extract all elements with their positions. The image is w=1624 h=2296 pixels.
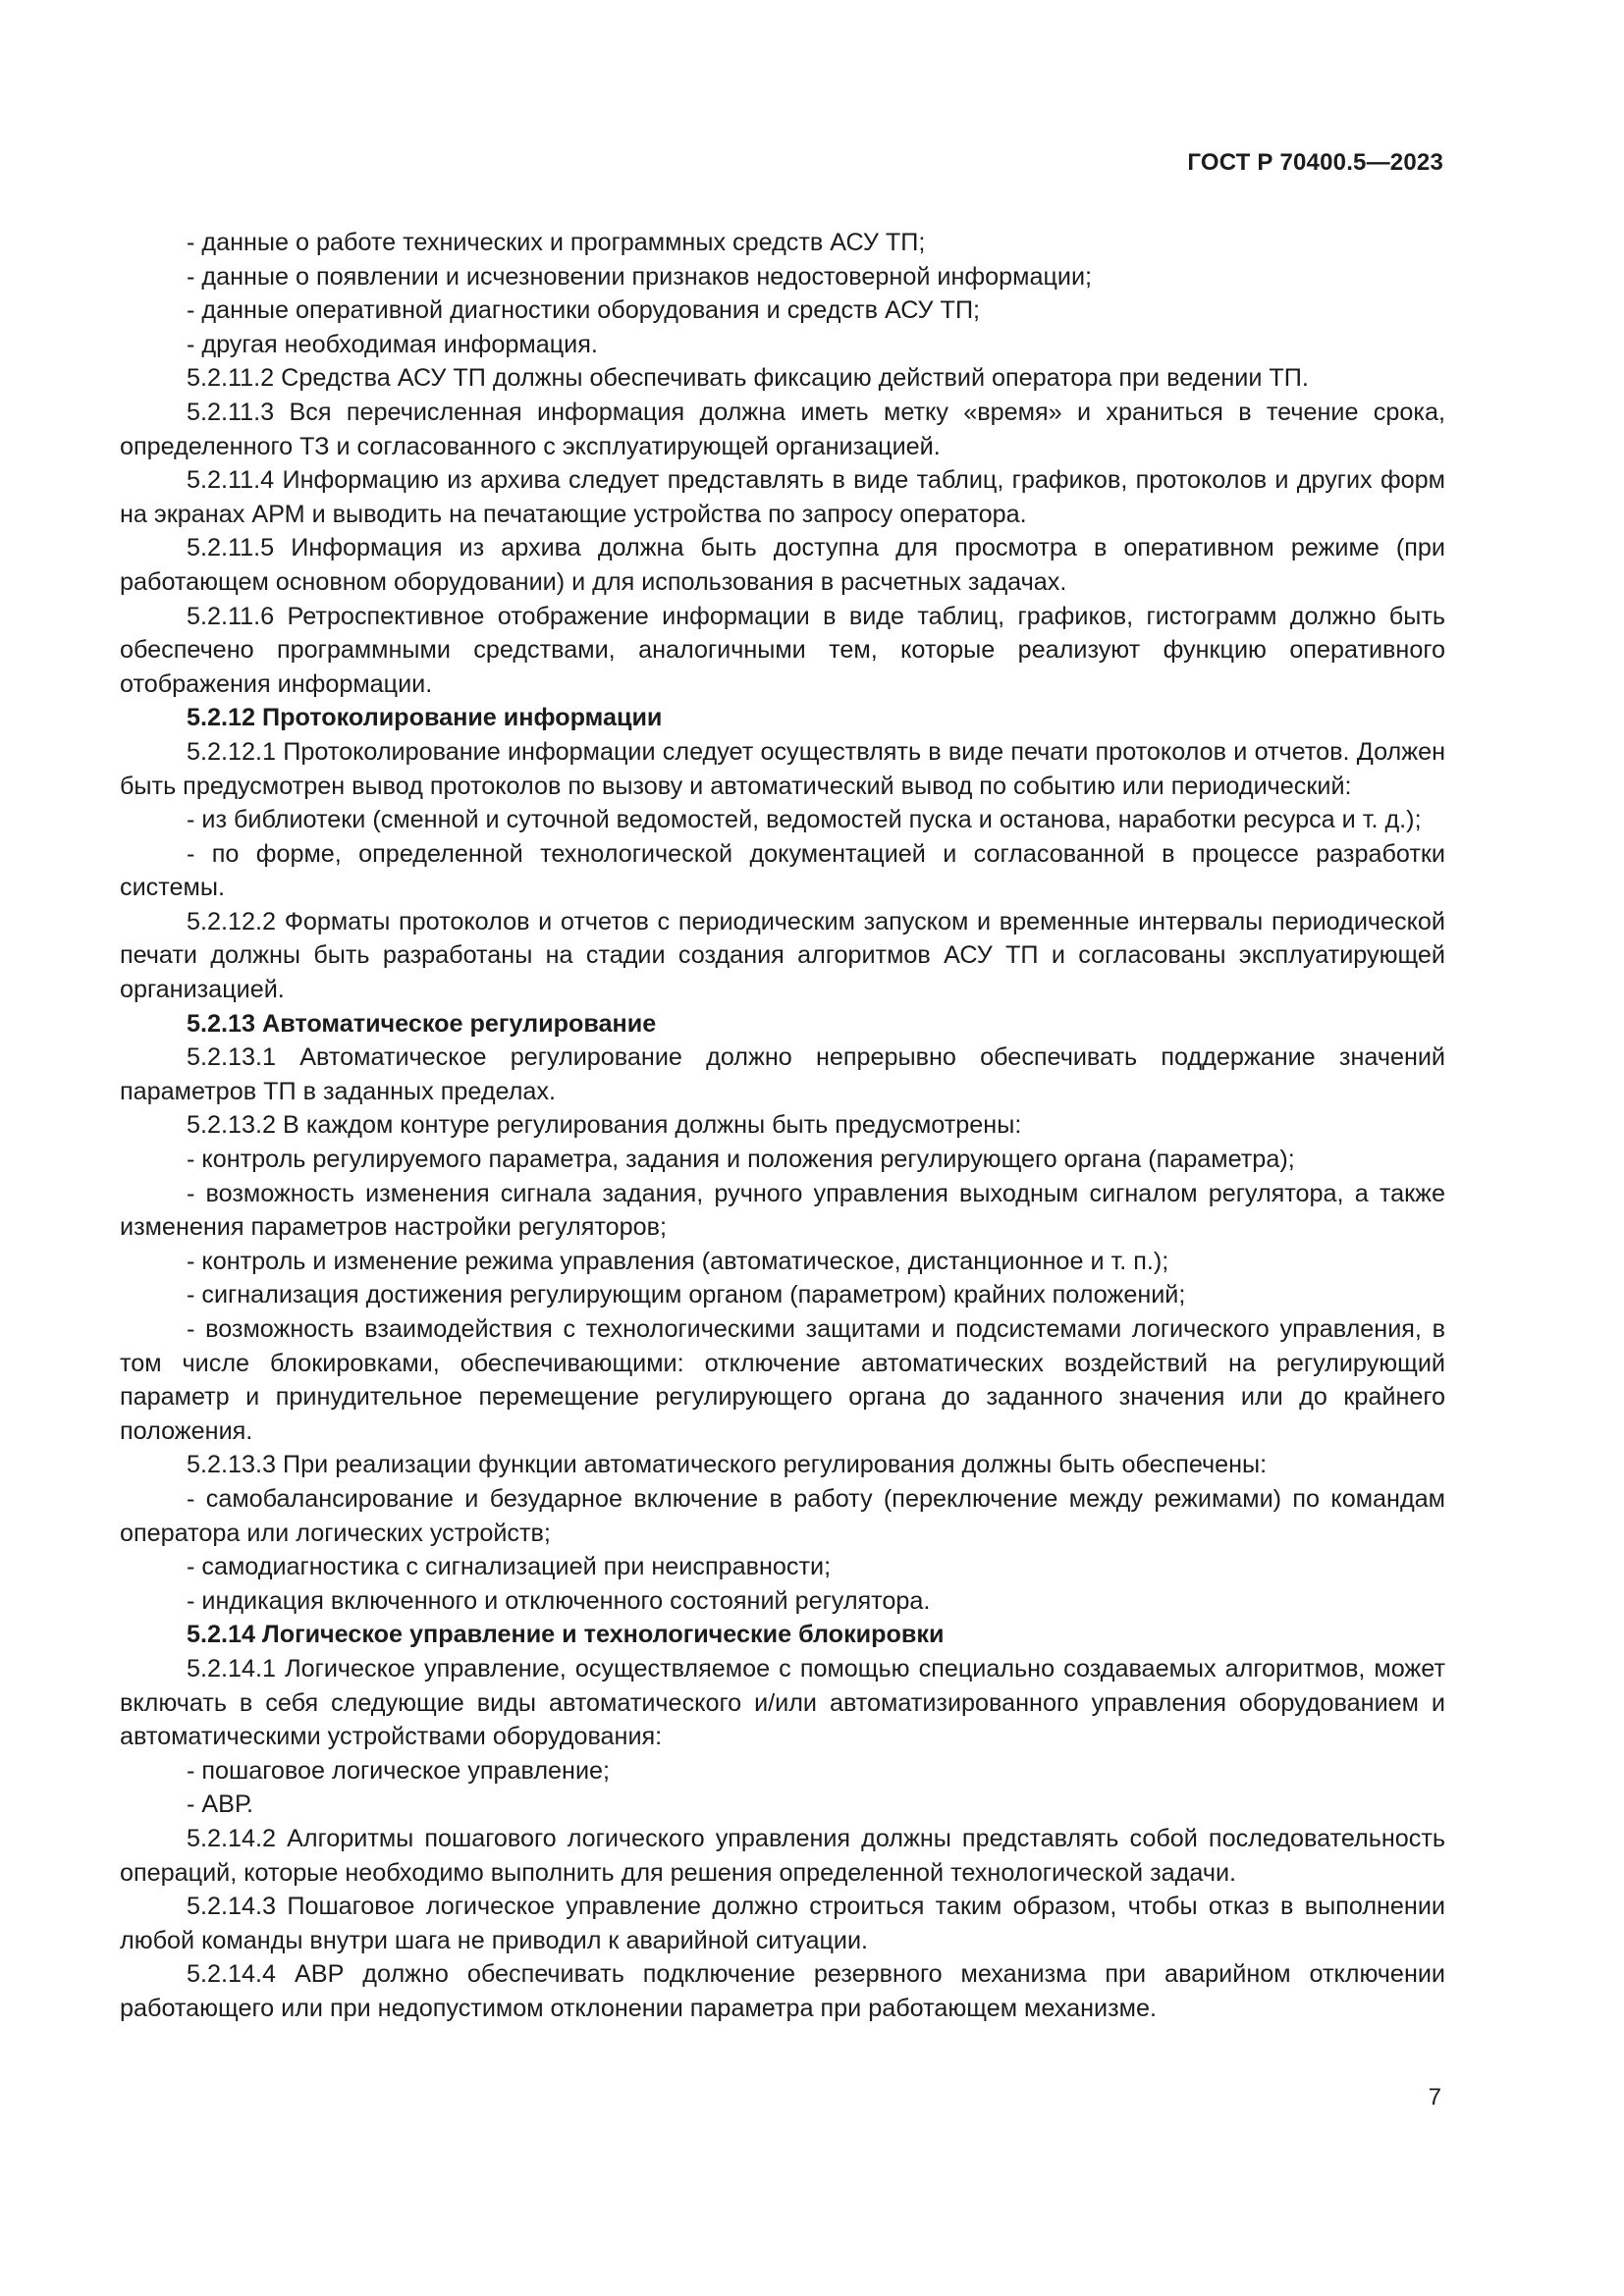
paragraph: 5.2.11.5 Информация из архива должна быть доступна для просмотра в оперативном режиме (при работающем основном оборудовании) и для использования в расчетных задачах. xyxy=(120,534,1445,596)
list-item: - самодиагностика с сигнализацией при неисправности; xyxy=(187,1553,832,1581)
section-heading: 5.2.12 Протоколирование информации xyxy=(187,704,663,732)
list-item: - другая необходимая информация. xyxy=(187,330,598,358)
paragraph: 5.2.11.6 Ретроспективное отображение информации в виде таблиц, графиков, гистограмм должно быть обеспечено программными средствами, аналогичными тем, которые реализуют функцию оперативного отображения информации. xyxy=(120,602,1445,698)
list-item: - данные оперативной диагностики оборудования и средств АСУ ТП; xyxy=(187,296,981,325)
page-body xyxy=(120,226,1445,2025)
paragraph: 5.2.12.2 Форматы протоколов и отчетов с периодическим запуском и временные интервалы периодической печати должны быть разработаны на стадии создания алгоритмов АСУ ТП и согласованы эксплуатирующей организацией. xyxy=(120,907,1445,1004)
paragraph: 5.2.13.2 В каждом контуре регулирования должны быть предусмотрены: xyxy=(187,1111,1022,1140)
paragraph: 5.2.14.2 Алгоритмы пошагового логического управления должны представлять собой последовательность операций, которые необходимо выполнить для решения определенной технологической задачи. xyxy=(120,1824,1445,1887)
paragraph: 5.2.12.1 Протоколирование информации следует осуществлять в виде печати протоколов и отчетов. Должен быть предусмотрен вывод протоколов по вызову и автоматический вывод по событию или периодический: xyxy=(120,737,1445,800)
list-item: - контроль и изменение режима управления (автоматическое, дистанционное и т. п.); xyxy=(187,1247,1169,1275)
paragraph: 5.2.11.3 Вся перечисленная информация должна иметь метку «время» и храниться в течение срока, определенного ТЗ и согласованного с эксплуатирующей организацией. xyxy=(120,398,1445,460)
section-heading: 5.2.14 Логическое управление и технологические блокировки xyxy=(187,1621,945,1649)
list-item: - возможность взаимодействия с технологическими защитами и подсистемами логического управления, в том числе блокировками, обеспечивающими: отключение автоматических воздействий на регулирующий параметр и принудительное перемещение регулирующего органа до заданного значения или до крайнего положения. xyxy=(120,1315,1445,1445)
section-heading: 5.2.13 Автоматическое регулирование xyxy=(187,1009,657,1038)
list-item: - пошаговое логическое управление; xyxy=(187,1756,611,1785)
list-item: - данные о появлении и исчезновении признаков недостоверной информации; xyxy=(187,262,1093,291)
list-item: - возможность изменения сигнала задания, ручного управления выходным сигналом регулятора, а также изменения параметров настройки регуляторов; xyxy=(120,1179,1445,1242)
paragraph: 5.2.11.4 Информацию из архива следует представлять в виде таблиц, графиков, протоколов и других форм на экранах АРМ и выводить на печатающие устройства по запросу оператора. xyxy=(120,466,1445,528)
paragraph: 5.2.14.1 Логическое управление, осуществляемое с помощью специально создаваемых алгоритмов, может включать в себя следующие виды автоматического и/или автоматизированного управления оборудованием и автоматическими устройствами оборудования: xyxy=(120,1654,1445,1751)
list-item: - данные о работе технических и программных средств АСУ ТП; xyxy=(187,229,926,256)
page-number: 7 xyxy=(1428,2084,1441,2110)
list-item: - самобалансирование и безударное включение в работу (переключение между режимами) по командам оператора или логических устройств; xyxy=(120,1484,1445,1547)
paragraph: 5.2.11.2 Средства АСУ ТП должны обеспечивать фиксацию действий оператора при ведении ТП. xyxy=(187,364,1309,393)
list-item: - из библиотеки (сменной и суточной ведомостей, ведомостей пуска и останова, наработки ресурса и т. д.); xyxy=(187,806,1422,834)
list-item: - по форме, определенной технологической документацией и согласованной в процессе разработки системы. xyxy=(120,839,1445,902)
list-item: - индикация включенного и отключенного состояний регулятора. xyxy=(187,1586,931,1615)
list-item: - контроль регулируемого параметра, задания и положения регулирующего органа (параметра); xyxy=(187,1146,1295,1174)
list-item: - АВР. xyxy=(187,1790,254,1819)
paragraph: 5.2.13.3 При реализации функции автоматического регулирования должны быть обеспечены: xyxy=(187,1451,1268,1479)
paragraph: 5.2.14.3 Пошаговое логическое управление должно строиться таким образом, чтобы отказ в выполнении любой команды внутри шага не приводил к аварийной ситуации. xyxy=(120,1893,1445,1954)
list-item: - сигнализация достижения регулирующим органом (параметром) крайних положений; xyxy=(187,1281,1186,1309)
paragraph: 5.2.13.1 Автоматическое регулирование должно непрерывно обеспечивать поддержание значений параметров ТП в заданных пределах. xyxy=(120,1043,1445,1105)
paragraph: 5.2.14.4 АВР должно обеспечивать подключение резервного механизма при аварийном отключении работающего или при недопустимом отклонении параметра при работающем механизме. xyxy=(120,1960,1445,2022)
document-id-header: ГОСТ Р 70400.5—2023 xyxy=(1187,149,1443,176)
